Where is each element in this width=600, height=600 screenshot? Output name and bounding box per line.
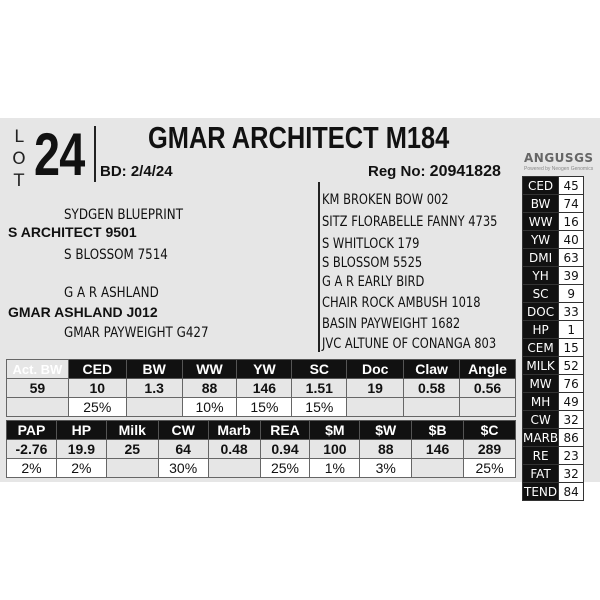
pedigree-right-line: BASIN PAYWEIGHT 1682 <box>322 316 461 332</box>
trait-value: 15 <box>559 339 584 357</box>
value-cw: 64 <box>158 440 208 459</box>
trait-row <box>523 447 584 465</box>
trait-value: 39 <box>559 267 584 285</box>
pct-doc <box>347 398 404 417</box>
trait-row <box>523 195 584 213</box>
header-angle: Angle <box>460 360 516 379</box>
header-doc: Doc <box>347 360 404 379</box>
value-marb: 0.48 <box>208 440 260 459</box>
registration-label: Reg No: <box>368 163 426 180</box>
birth-date-label: BD: <box>100 163 127 180</box>
trait-row <box>523 249 584 267</box>
header-bw: BW <box>126 360 182 379</box>
trait-value: 33 <box>559 303 584 321</box>
trait-value: 1 <box>559 321 584 339</box>
birth-date <box>100 163 173 180</box>
value-dollar-b: 146 <box>412 440 464 459</box>
pct-dollar-b <box>412 459 464 478</box>
trait-row <box>523 483 584 501</box>
header-ww: WW <box>182 360 237 379</box>
trait-value: 49 <box>559 393 584 411</box>
header-yw: YW <box>237 360 292 379</box>
value-dollar-c: 289 <box>464 440 516 459</box>
header-pap: PAP <box>7 421 57 440</box>
trait-value: 40 <box>559 231 584 249</box>
header-cw: CW <box>158 421 208 440</box>
trait-value: 32 <box>559 411 584 429</box>
trait-row <box>523 393 584 411</box>
pedigree-right-line: CHAIR ROCK AMBUSH 1018 <box>322 295 481 311</box>
trait-key: FAT <box>523 465 559 483</box>
value-rea: 0.94 <box>260 440 310 459</box>
animal-name: GMAR ARCHITECT M184 <box>148 120 450 155</box>
trait-key: CEM <box>523 339 559 357</box>
trait-key: MILK <box>523 357 559 375</box>
trait-value: 52 <box>559 357 584 375</box>
trait-value: 63 <box>559 249 584 267</box>
epd-table-2 <box>6 420 516 478</box>
pct-claw <box>404 398 460 417</box>
trait-value: 84 <box>559 483 584 501</box>
trait-key: DOC <box>523 303 559 321</box>
trait-key: BW <box>523 195 559 213</box>
registration-number: 20941828 <box>429 163 501 180</box>
header-dollar-w: $W <box>360 421 412 440</box>
pedigree-dam: GMAR ASHLAND J012 <box>8 304 158 320</box>
pct-cw: 30% <box>158 459 208 478</box>
lot-letter: O <box>12 149 26 169</box>
header-claw: Claw <box>404 360 460 379</box>
pedigree-right-line: KM BROKEN BOW 002 <box>322 192 449 208</box>
pct-ww: 10% <box>182 398 237 417</box>
trait-value: 32 <box>559 465 584 483</box>
trait-key: CED <box>523 177 559 195</box>
trait-row <box>523 375 584 393</box>
pct-act-bw <box>7 398 69 417</box>
value-hp: 19.9 <box>56 440 106 459</box>
value-bw: 1.3 <box>126 379 182 398</box>
pedigree-right-line: SITZ FLORABELLE FANNY 4735 <box>322 214 498 230</box>
epd-table-2-header-row <box>7 421 516 440</box>
pct-ced: 25% <box>68 398 126 417</box>
trait-row <box>523 267 584 285</box>
epd-table-1-percentile-row <box>7 398 516 417</box>
pct-dollar-m: 1% <box>310 459 360 478</box>
angus-gs-logo: ANGUSGS <box>524 151 594 165</box>
value-claw: 0.58 <box>404 379 460 398</box>
epd-table-2-value-row <box>7 440 516 459</box>
lot-card <box>0 118 600 499</box>
pedigree-dam-sire: G A R ASHLAND <box>64 285 159 301</box>
trait-key: CW <box>523 411 559 429</box>
epd-table-1-value-row <box>7 379 516 398</box>
pedigree-right-line: S BLOSSOM 5525 <box>322 255 423 271</box>
value-dollar-w: 88 <box>360 440 412 459</box>
header-hp: HP <box>56 421 106 440</box>
trait-key: SC <box>523 285 559 303</box>
pedigree-right-line: G A R EARLY BIRD <box>322 274 425 290</box>
trait-row <box>523 357 584 375</box>
trait-row <box>523 231 584 249</box>
trait-key: WW <box>523 213 559 231</box>
epd-table-1-header-row <box>7 360 516 379</box>
pedigree-dam-dam: GMAR PAYWEIGHT G427 <box>64 325 209 341</box>
lot-label <box>10 126 28 192</box>
value-sc: 1.51 <box>292 379 347 398</box>
trait-row <box>523 339 584 357</box>
pedigree-sire: S ARCHITECT 9501 <box>8 224 137 240</box>
trait-value: 9 <box>559 285 584 303</box>
value-ced: 10 <box>68 379 126 398</box>
value-ww: 88 <box>182 379 237 398</box>
trait-value: 74 <box>559 195 584 213</box>
trait-key: MW <box>523 375 559 393</box>
trait-key: TEND <box>524 484 558 499</box>
header-dollar-m: $M <box>310 421 360 440</box>
trait-key: DMI <box>523 249 559 267</box>
trait-key: HP <box>523 321 559 339</box>
trait-row <box>523 429 584 447</box>
trait-value: 16 <box>559 213 584 231</box>
trait-key: MH <box>523 393 559 411</box>
angus-gs-logo-subtitle: Powered by Neogen Genomics <box>524 166 594 172</box>
header-milk: Milk <box>106 421 158 440</box>
trait-value: 45 <box>559 177 584 195</box>
trait-row <box>523 285 584 303</box>
value-milk: 25 <box>106 440 158 459</box>
trait-key: YW <box>523 231 559 249</box>
pct-dollar-w: 3% <box>360 459 412 478</box>
lot-letter: T <box>13 171 25 191</box>
birth-date-value: 2/4/24 <box>130 163 173 180</box>
trait-row <box>523 303 584 321</box>
trait-value: 86 <box>559 429 584 447</box>
trait-value: 76 <box>559 375 584 393</box>
pct-pap: 2% <box>7 459 57 478</box>
trait-row <box>523 213 584 231</box>
pedigree-sire-sire: SYDGEN BLUEPRINT <box>64 207 183 223</box>
header-rea: REA <box>260 421 310 440</box>
value-yw: 146 <box>237 379 292 398</box>
divider <box>318 182 320 352</box>
pct-bw <box>126 398 182 417</box>
trait-key: RE <box>523 447 559 465</box>
pct-hp: 2% <box>56 459 106 478</box>
header-act-bw: Act. BW <box>7 360 69 379</box>
trait-percentile-table <box>522 176 584 501</box>
pedigree-sire-dam: S BLOSSOM 7514 <box>64 247 168 263</box>
trait-row <box>523 177 584 195</box>
header-dollar-b: $B <box>412 421 464 440</box>
epd-table-2-percentile-row <box>7 459 516 478</box>
divider <box>94 126 96 182</box>
epd-table-1 <box>6 359 516 417</box>
value-pap: -2.76 <box>7 440 57 459</box>
value-act-bw: 59 <box>7 379 69 398</box>
pct-milk <box>106 459 158 478</box>
trait-row <box>523 321 584 339</box>
value-angle: 0.56 <box>460 379 516 398</box>
value-doc: 19 <box>347 379 404 398</box>
lot-number: 24 <box>34 121 85 188</box>
trait-row <box>523 411 584 429</box>
pedigree-right-line: S WHITLOCK 179 <box>322 236 420 252</box>
lot-letter: L <box>14 127 24 147</box>
pedigree-right-line: JVC ALTUNE OF CONANGA 803 <box>322 336 497 352</box>
trait-key: MARB <box>523 430 559 445</box>
pct-marb <box>208 459 260 478</box>
trait-row <box>523 465 584 483</box>
pct-rea: 25% <box>260 459 310 478</box>
trait-value: 23 <box>559 447 584 465</box>
header-dollar-c: $C <box>464 421 516 440</box>
header-ced: CED <box>68 360 126 379</box>
header-marb: Marb <box>208 421 260 440</box>
trait-key: YH <box>523 267 559 285</box>
value-dollar-m: 100 <box>310 440 360 459</box>
pct-yw: 15% <box>237 398 292 417</box>
pct-angle <box>460 398 516 417</box>
header-sc: SC <box>292 360 347 379</box>
pct-dollar-c: 25% <box>464 459 516 478</box>
pct-sc: 15% <box>292 398 347 417</box>
registration <box>368 163 501 181</box>
